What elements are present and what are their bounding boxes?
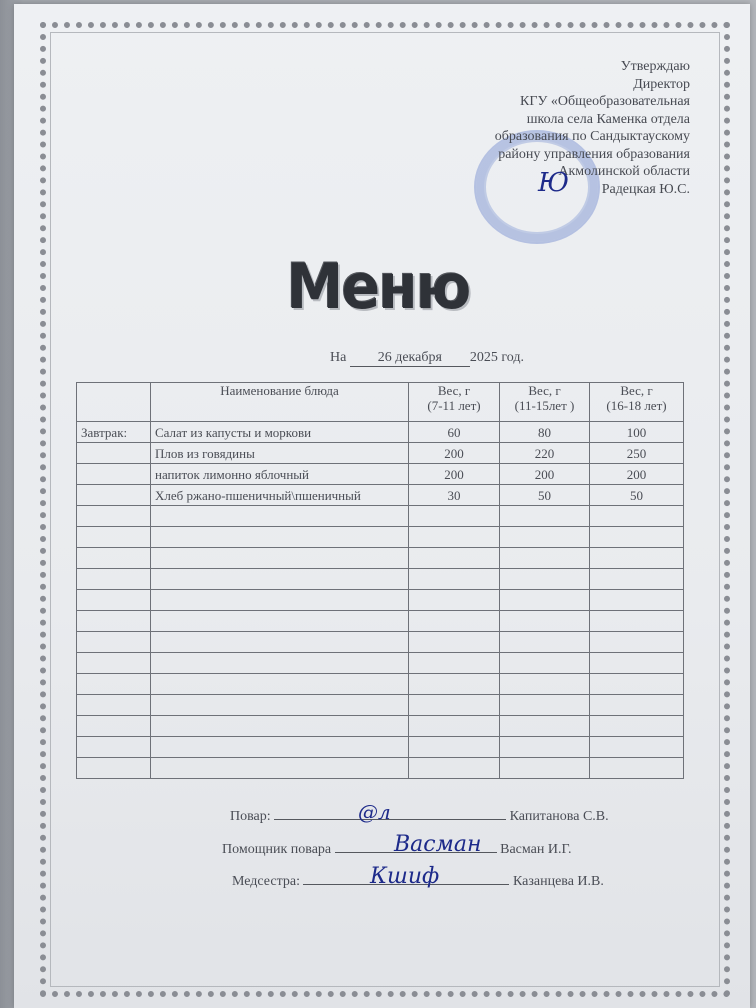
weight-16-18-cell: 100 [590,422,684,443]
empty-cell [590,506,684,527]
menu-table [76,382,684,779]
empty-table-row [77,695,684,716]
approval-signer: Радецкая Ю.С. [601,181,690,197]
date-prefix: На [330,350,347,365]
column-header-meal [77,383,151,422]
empty-cell [77,716,151,737]
empty-cell [500,716,590,737]
weight-16-18-cell: 50 [590,485,684,506]
table-row [77,443,684,464]
empty-cell [590,653,684,674]
empty-cell [500,737,590,758]
approval-line: образования по Сандыктаускому [494,129,690,144]
empty-cell [590,758,684,779]
empty-cell [409,569,500,590]
empty-table-row [77,632,684,653]
empty-cell [409,653,500,674]
empty-cell [151,506,409,527]
empty-cell [77,569,151,590]
assistant-handwritten-signature: Васман [394,832,482,857]
empty-table-row [77,737,684,758]
empty-cell [151,674,409,695]
empty-cell [590,527,684,548]
empty-cell [77,527,151,548]
weight-16-18-cell: 200 [590,464,684,485]
empty-table-row [77,569,684,590]
empty-cell [151,632,409,653]
empty-cell [409,695,500,716]
weight-11-15-cell: 80 [500,422,590,443]
signature-role: Повар: [230,809,271,824]
empty-cell [500,674,590,695]
empty-cell [590,632,684,653]
table-row [77,485,684,506]
empty-cell [409,674,500,695]
date-year: 2025 год. [469,350,524,365]
empty-cell [151,548,409,569]
empty-cell [151,737,409,758]
empty-cell [151,611,409,632]
empty-cell [500,695,590,716]
empty-cell [151,569,409,590]
column-header-weight-16-18: Вес, г (16-18 лет) [590,383,684,422]
empty-cell [409,737,500,758]
empty-cell [500,506,590,527]
date-value: 26 декабря [350,350,470,367]
empty-cell [151,716,409,737]
nurse-handwritten-signature: Кшиф [370,864,440,889]
approval-line: району управления образования [498,146,690,162]
empty-cell [151,758,409,779]
empty-table-row [77,716,684,737]
column-header-weight-11-15: Вес, г (11-15лет ) [500,383,590,422]
empty-cell [77,653,151,674]
empty-cell [590,548,684,569]
cook-handwritten-signature: @л [358,800,391,824]
signature-role: Медсестра: [232,874,300,889]
meal-cell: Завтрак: [77,422,151,443]
dish-name-cell: Салат из капусты и моркови [151,422,409,443]
weight-11-15-cell: 50 [500,485,590,506]
empty-cell [77,758,151,779]
empty-cell [500,590,590,611]
empty-cell [77,611,151,632]
table-row [77,464,684,485]
date-line [330,350,524,367]
empty-cell [77,674,151,695]
weight-11-15-cell: 220 [500,443,590,464]
signature-role: Помощник повара [222,842,332,857]
empty-table-row [77,674,684,695]
empty-cell [77,506,151,527]
empty-cell [500,527,590,548]
empty-cell [409,527,500,548]
signature-name: Васман И.Г. [500,842,572,857]
empty-cell [77,548,151,569]
empty-cell [590,569,684,590]
empty-cell [409,632,500,653]
empty-cell [590,590,684,611]
empty-cell [77,695,151,716]
dish-name-cell: Хлеб ржано-пшеничный\пшеничный [151,485,409,506]
empty-table-row [77,548,684,569]
empty-cell [409,716,500,737]
empty-cell [151,590,409,611]
signature-name: Казанцева И.В. [512,874,604,889]
page-title: Меню [286,250,470,323]
empty-cell [409,548,500,569]
director-signature: Ю [538,168,570,198]
empty-cell [590,695,684,716]
empty-table-row [77,758,684,779]
empty-table-row [77,527,684,548]
empty-cell [590,674,684,695]
dish-name-cell: напиток лимонно яблочный [151,464,409,485]
weight-16-18-cell: 250 [590,443,684,464]
empty-cell [500,632,590,653]
empty-cell [590,716,684,737]
weight-7-11-cell: 60 [409,422,500,443]
empty-cell [409,611,500,632]
empty-cell [77,590,151,611]
weight-7-11-cell: 200 [409,443,500,464]
empty-cell [77,737,151,758]
empty-cell [500,611,590,632]
approval-line: школа села Каменка отдела [526,111,690,127]
empty-cell [500,653,590,674]
weight-11-15-cell: 200 [500,464,590,485]
empty-cell [500,569,590,590]
dish-name-cell: Плов из говядины [151,443,409,464]
empty-cell [409,758,500,779]
weight-7-11-cell: 30 [409,485,500,506]
table-header-row [77,383,684,422]
empty-table-row [77,611,684,632]
empty-cell [500,548,590,569]
meal-cell [77,464,151,485]
column-header-dish: Наименование блюда [151,383,409,422]
empty-cell [151,527,409,548]
empty-cell [151,695,409,716]
empty-cell [151,653,409,674]
approval-line: Акмолинской области [558,164,690,179]
approval-line: Директор [633,76,690,92]
empty-table-row [77,590,684,611]
empty-cell [409,506,500,527]
approval-line: Утверждаю [620,59,690,74]
approval-line: КГУ «Общеобразовательная [520,94,690,109]
meal-cell [77,485,151,506]
empty-table-row [77,506,684,527]
meal-cell [77,443,151,464]
empty-cell [500,758,590,779]
weight-7-11-cell: 200 [409,464,500,485]
empty-table-row [77,653,684,674]
empty-cell [77,632,151,653]
signature-name: Капитанова С.В. [509,809,609,824]
empty-cell [409,590,500,611]
table-row [77,422,684,443]
empty-cell [590,737,684,758]
signature-row-cook [230,809,609,825]
column-header-weight-7-11: Вес, г (7-11 лет) [409,383,500,422]
empty-cell [590,611,684,632]
